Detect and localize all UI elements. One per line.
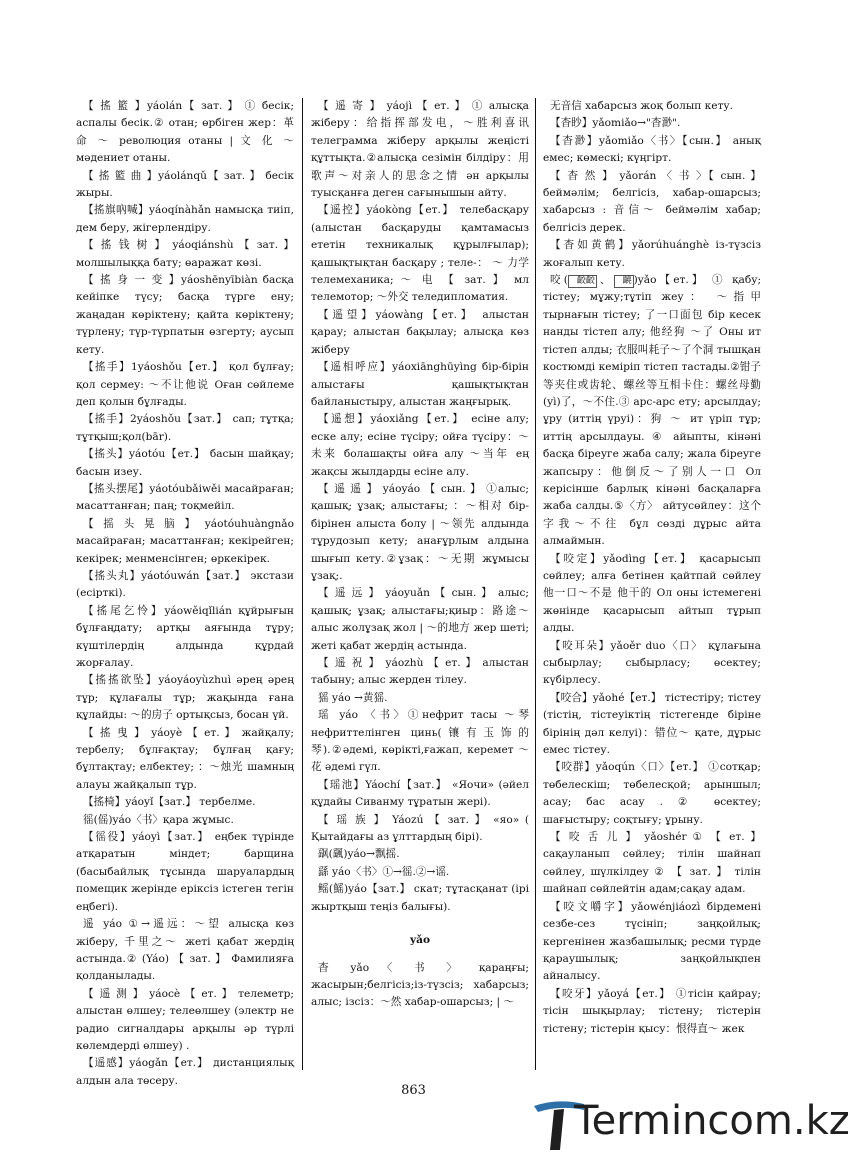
- entry-text: yǎo【ет.】 ① қабу; тістеу; мұжу;тұтіп жеу： ～指甲 тырнағын тістеу; 了一口面包 бір кесек нанды тістеп алу; 他经狗 ～了 Оны ит тістеп алды; 衣服叫耗子～了个洞 тышқан костюмді кеміріп тістеп тастады.②钳子等夹住或齿轮、螺丝等互相卡住：螺丝母勤(yì)了，～不住.③ арс-арс ету; арсылдау; ұру (иттің үруі)：狗 ～ ит үріп тұр; иттің арсылдауы. ④ айыпты, кінәні басқа біреуге жаба салу; жала біреуге жапсыру：他倒反～了别人一口 Ол керісінше барлық кінәні басқаларға жаба салды.⑤〈方〉 айтусөйлеу：这个字我～不往 бұл сөзді дұрыс айта алмаймын.: [543, 274, 762, 548]
- dictionary-entry: 咬( 齩齩 、 䶧 )yǎo【ет.】 ① қабу; тістеу; мұжу;тұтіп жеу： ～指甲 тырнағын тістеу; 了一口面包 бір кесек нанды тістеп алу; 他经狗 ～了 Оны ит тістеп алды; 衣服叫耗子～了个洞 тышқан костюмді кеміріп тістеп тастады.②钳子等夹住或齿轮、螺丝等互相卡住：螺丝母勤(yì)了，～不住.③ арс-арс ету; арсылдау; ұру (иттің үруі)：狗 ～ ит үріп тұр; иттің арсылдауы. ④ айыпты, кінәні басқа біреуге жаба салу; жала біреуге жапсыру：他倒反～了别人一口 Ол керісінше барлық кінәні басқаларға жаба салды.⑤〈方〉 айтусөйлеу：这个字我～不往 бұл сөзді дұрыс айта алмаймын.: [543, 274, 762, 548]
- dictionary-entry: 【 摇 头 晃 脑 】 yáotóuhuàngnǎo масайраған; масаттанған; кекірейген; кекірек; менменсінген; өркекірек.: [76, 517, 294, 565]
- dictionary-entry: 【搖手】1yáoshǒu【ет.】 қол бұлғау; қол сермеу: ～不让他说 Оған сөйлеме деп қолын бұлғады.: [76, 361, 294, 408]
- dictionary-entry: 【搖头】yáotóu【ет.】 басын шайқау; басын изеу.: [76, 448, 294, 478]
- dictionary-entry: 【 瑶 族 】 Yáozú 【 зат. 】 «яо» ( Қытайдағы аз ұлттардың бірі).: [311, 813, 529, 844]
- page-number: 863: [401, 1083, 426, 1098]
- dictionary-entry: 【 搖 身 一 变 】yáoshēnyībiàn басқа кейіпке түсу; басқа түрге ену; жаңадан көріктену; қайта көріктену; түрлену; түр-түрпатын өзгерту; аусып кету.: [76, 274, 294, 356]
- dictionary-entry: 【 遥 祝 】 yáozhù 【 ет. 】 алыстан табыну; алыс жерден тілеу.: [311, 657, 529, 687]
- logo-text: Termincom.kz: [574, 1098, 850, 1144]
- dictionary-entry: 徭(傜)yáo〈书〉қара жұмыс.: [83, 813, 234, 826]
- dictionary-entry: 【 遥 远 】 yáoyuǎn 【 сын. 】 алыс; қашық; ұзақ; алыстағы;қиыр：路途～ алыс жолұзақ жол | ～的地方 жер шеті; жеті қабат жердің астында.: [311, 587, 529, 652]
- dictionary-entry: 【咬合】yǎohé【ет.】 тістестіру; тістеу (тістің, тістеуіктің тістегенде біріне бірінің дәл келуі)：错位～ қате, дұрыс емес тістеу.: [543, 691, 761, 757]
- dictionary-entry: 遥 yáo ①→遥远：～望 алысқа көз жіберу, 千里之～ жеті қабат жердің астында.② (Yáo) 【 зат. 】 Фамилияға қолданылады.: [76, 918, 294, 983]
- column-left: [76, 98, 294, 1087]
- section-heading: yǎo: [409, 934, 431, 947]
- column-middle: [311, 98, 529, 1053]
- dictionary-entry: 【遥感】yáogǎn【ет.】 дистанциялық алдын ала төсеру.: [76, 1057, 294, 1087]
- dictionary-entry: 【杳如黄鹤】yǎorúhuánghè із-түзсіз жоғалып кету.: [543, 239, 761, 269]
- dictionary-entry: 繇 yáo〈书〉①→徭.②→谣.: [318, 865, 450, 878]
- dictionary-entry: 【搖头摆尾】yáotóubǎiwěi масайраған; масаттанған; паң; тоқмейіл.: [76, 482, 294, 513]
- dictionary-entry: 【 遥 遥 】 yáoyáo 【 сын. 】 ①алыс; қашық; ұзақ; алыстағы; ：～相对 бір-бірінен алыста болу | ～领先 алдында тұрудозып кету; анағұрлым алдына шығып кету.②ұзақ：～无期 жұмысы ұзақ;.: [311, 482, 529, 582]
- dictionary-entry: 【 搖 籃 】yáolán【 зат. 】 ① бесік; аспалы бесік.② отан; өрбіген жер：革命 ～ революция отаны | 文 化 ～ мәдениет отаны.: [76, 100, 294, 165]
- dictionary-entry: 【遥控】yáokòng【ет.】 телебасқару (алыстан басқаруды қамтамасыз ететін техникалық құрылғылар); қашықтықтан басқару ; теле-： ～ 力学 телемеханика; ～ 电 【 зат. 】 мл телемотор; ～外交 теледипломатия.: [311, 204, 529, 304]
- dictionary-entry: 瑶 yáo 〈书〉①нефрит тасы ～琴 нефриттелінген цинь(镶有玉饰的琴).②әдемі, көрікті,ғажап, керемет ～花 әдемі гүл.: [311, 709, 529, 774]
- dictionary-entry: 【徭役】yáoyì【зат.】 еңбек түрінде атқаратын міндет; барщина (басыбайлық тұсында шаруалардың помещик жерінде еріксіз істеген тегін еңбегі).: [76, 831, 294, 913]
- dictionary-entry: 无音信 хабарсыз жоқ болып кету.: [550, 100, 734, 112]
- dictionary-entry: 【搖椅】yáoyǐ【зат.】 тербелме.: [83, 796, 256, 809]
- dictionary-entry: 【杳眇】yǎomiǎo→"杳渺".: [550, 117, 681, 130]
- column-divider: [302, 98, 303, 1070]
- dictionary-entry: 【 遥 测 】 yáocè 【 ет. 】 телеметр; алыстан өлшеу; телеөлшеу (электр не радио сигналдары арқылы әр түрлі көлемдерді өлшеу) .: [76, 987, 294, 1052]
- column-right: [543, 98, 761, 1053]
- dictionary-entry: 【咬文嚼字】yǎowénjiáozì бірдемені сезбе-сез түсініп; заңқойлық; кергенінен жазбашылық; ресми түрде қараушылық; заңқойлықпен айналысу.: [543, 900, 761, 983]
- termincom-logo[interactable]: [530, 1096, 850, 1158]
- dictionary-entry: 杳 yǎo 〈 书 〉 қараңғы; жасырын;белгісіз;із-түзсіз; хабарсыз; алыс; ізсіз：～然 хабар-ошарсыз; | ～: [311, 961, 529, 1009]
- dictionary-entry: 鳐(鰩)yáo【зат.】 скат; тұтасқанат (ірі жыртқыш теңіз балығы).: [311, 883, 529, 913]
- column-divider: [535, 98, 536, 1070]
- dictionary-entry: 【遥望】yáowàng【ет.】 алыстан қарау; алыстан бақылау; алысқа көз жіберу: [311, 308, 529, 356]
- dictionary-entry: 【 咬 舌 儿 】 yǎoshér ① 【 ет. 】 сақауланып сөйлеу; тілін шайнап сөйлеу, шүлкілдеу ② 【 зат. 】 тілін шайнап сөйлейтін адам;сақау адам.: [543, 831, 761, 896]
- variant-glyph: 䶧: [614, 275, 634, 288]
- dictionary-entry: 猺 yáo →黄猺.: [318, 691, 388, 704]
- dictionary-entry: 【瑶池】Yáochí【зат.】 «Яочи» (әйел құдайы Сиванму тұратын жері).: [311, 778, 529, 809]
- dictionary-entry: 【搖搖欲坠】yáoyáoyùzhuì әрең әрең тұр; құлағалы тұр; жақында ғана құлайды: ～的房子 ортықсыз, босан үй.: [76, 674, 294, 722]
- variant-glyph: 齩齩: [568, 275, 597, 288]
- dictionary-entry: 【 遥 寄 】 yáojì 【 ет. 】 ① алысқа жіберу：给指挥部发电，～胜利喜讯 телеграмма жіберу арқылы жеңісті құттықта.②алысқа сезімін білдіру：用歌声～对亲人的思念之情 ән арқылы туысқанға деген сағынышын айту.: [311, 100, 529, 200]
- dictionary-entry: 【咬定】yǎodìng【ет.】 қасарысып сөйлеу; алға бетінен қайтпай сөйлеу 他一口～不是 他干的 Ол оны істемегені жөнінде қасарысып айтып тұрып алды.: [543, 552, 761, 635]
- dictionary-entry: 【 搖 曳 】 yáoyè 【 ет. 】 жайқалу; тербелу; бұлғақтау; бұлғаң қағу; бұлтақтау; елбектеу; ：～烛光 шамның алауы жайқалып тұр.: [76, 726, 294, 791]
- dictionary-entry: 【咬牙】yǎoyá【ет.】 ①тісін қайрау; тісін шықырлау; тістену; тістерін тістену; тістерін қысу：恨得直～ жек: [543, 987, 761, 1035]
- dictionary-entry: 【 杳 然 】 yǎorán 〈 书 〉【 сын. 】 беймәлім; белгісіз, хабар-ошарсыз; хабарсыз : 音信～ беймәлім хабар; белгісіз дерек.: [543, 169, 761, 234]
- dictionary-entry: 【遥想】yáoxiǎng【ет.】 есіне алу; еске алу; есіне түсіру; ойға түсіру：～未来 болашақты ойға алу ～当年 ең жақсы жылдарды есіне алу.: [311, 413, 529, 478]
- entry-headword: 咬: [550, 274, 564, 287]
- dictionary-entry: 【咬耳朵】yǎoěr duo〈口〉 құлағына сыбырлау; сыбырласу; өсектеу; күбірлесу.: [543, 639, 761, 687]
- dictionary-entry: 【 搖 钱 树 】 yáoqiánshù 【 зат. 】 молшылыққа бату; өаражат көзі.: [76, 239, 294, 269]
- dictionary-entry: 【搖尾乞怜】yáowěiqǐlián құйрығын бұлғаңдату; артқы аяғында тұру; күштілердің алдында құрдай жорғалау.: [76, 604, 294, 669]
- dictionary-entry: 【遥相呼应】yáoxiānghūyìng бір-бірін алыстағы қашықтықтан байланыстыру, алыстан жаңғырық.: [311, 361, 529, 408]
- dictionary-entry: 【搖手】2yáoshǒu【зат.】 сап; тұтқа; тұтқыш;қол(bār).: [76, 413, 294, 443]
- dictionary-entry: 【杳渺】yǎomiǎo〈书〉【сын.】 анық емес; көмескі; күңгірт.: [543, 134, 761, 165]
- dictionary-entry: 【 搖 籃 曲 】yáolánqǔ【 зат. 】 бесік жыры.: [76, 169, 294, 200]
- dictionary-entry: 飖(颻)yáo→飘摇.: [318, 848, 400, 861]
- dictionary-entry: 【搖旗吶喊】yáoqínàhǎn намысқа тиіп, дем беру, жігерлендіру.: [76, 204, 294, 234]
- dictionary-entry: 【咬群】yǎoqún〈口〉【ет.】 ①сотқар; төбелескіш; төбелесқой; арыншыл; асау; бас асау . ② өсектеу; шағыстыру; соқтығу; ұрыну.: [543, 761, 761, 826]
- dictionary-entry: 【搖头丸】yáotóuwán【зат.】 экстази (есірткі).: [76, 569, 294, 600]
